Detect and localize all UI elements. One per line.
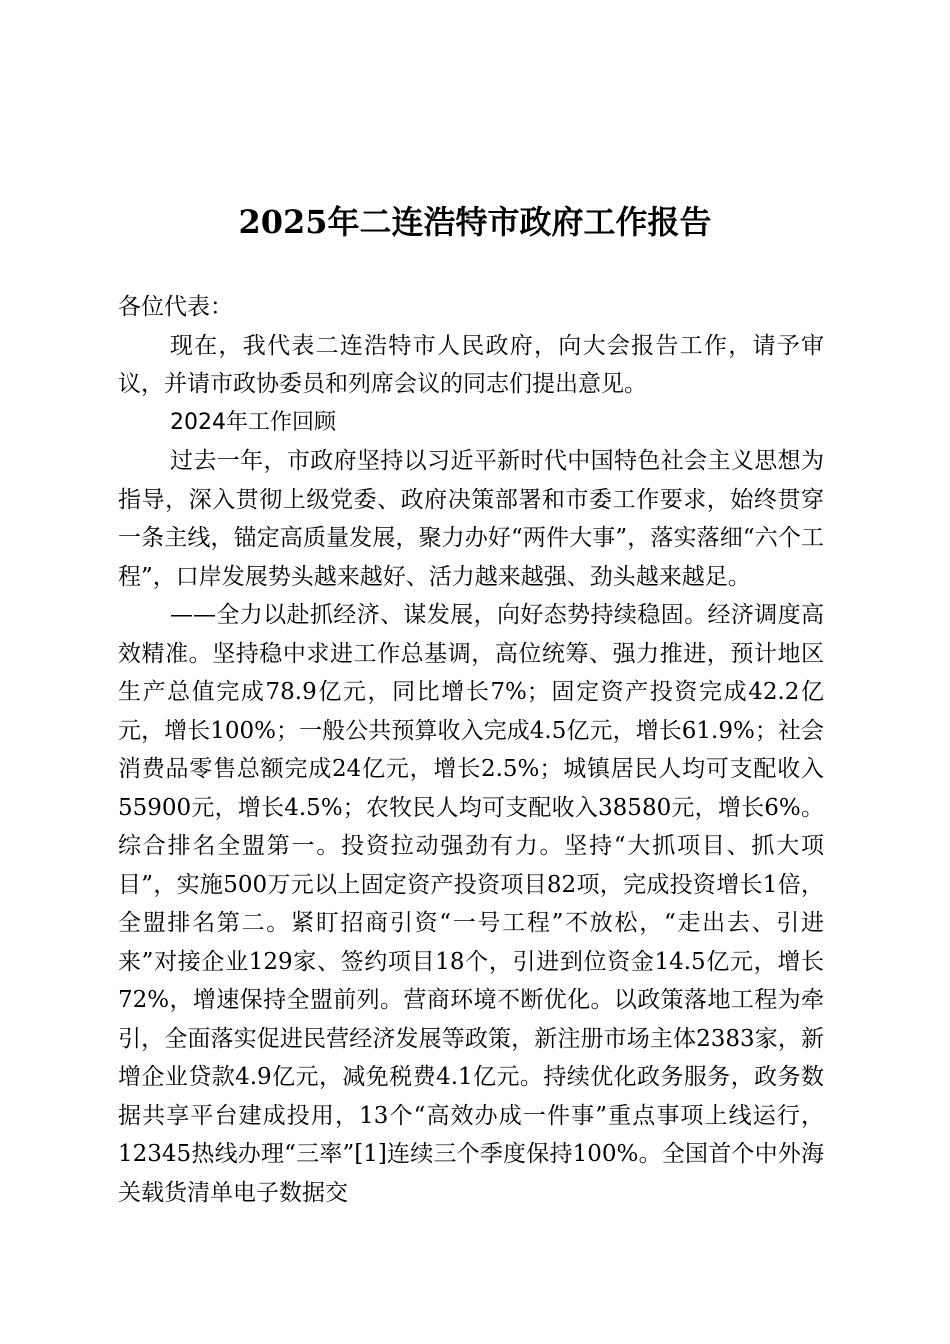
section-heading: 2024年工作回顾	[170, 409, 336, 435]
document-body	[118, 288, 824, 1212]
body-paragraph: 过去一年，市政府坚持以习近平新时代中国特色社会主义思想为指导，深入贯彻上级党委、政府决策部署和市委工作要求，始终贯穿一条主线，锚定高质量发展，聚力办好“两件大事”，落实落细“六个工程”，口岸发展势头越来越好、活力越来越强、劲头越来越足。	[118, 448, 824, 590]
salutation: 各位代表：	[118, 294, 233, 320]
intro-paragraph: 现在，我代表二连浩特市人民政府，向大会报告工作，请予审议，并请市政协委员和列席会议的同志们提出意见。	[118, 332, 824, 397]
document-title: 2025年二连浩特市政府工作报告	[238, 203, 712, 241]
body-paragraph: ——全力以赴抓经济、谋发展，向好态势持续稳固。经济调度高效精准。坚持稳中求进工作总基调，高位统筹、强力推进，预计地区生产总值完成78.9亿元，同比增长7%；固定资产投资完成42.2亿元，增长100%；一般公共预算收入完成4.5亿元，增长61.9%；社会消费品零售总额完成24亿元，增长2.5%；城镇居民人均可支配收入55900元，增长4.5%；农牧民人均可支配收入38580元，增长6%。综合排名全盟第一。投资拉动强劲有力。坚持“大抓项目、抓大项目”，实施500万元以上固定资产投资项目82项，完成投资增长1倍，全盟排名第二。紧盯招商引资“一号工程”不放松，“走出去、引进来”对接企业129家、签约项目18个，引进到位资金14.5亿元，增长72%，增速保持全盟前列。营商环境不断优化。以政策落地工程为牵引，全面落实促进民营经济发展等政策，新注册市场主体2383家，新增企业贷款4.9亿元，减免税费4.1亿元。持续优化政务服务，政务数据共享平台建成投用，13个“高效办成一件事”重点事项上线运行，12345热线办理“三率”[1]连续三个季度保持100%。全国首个中外海关载货清单电子数据交	[118, 602, 824, 1206]
